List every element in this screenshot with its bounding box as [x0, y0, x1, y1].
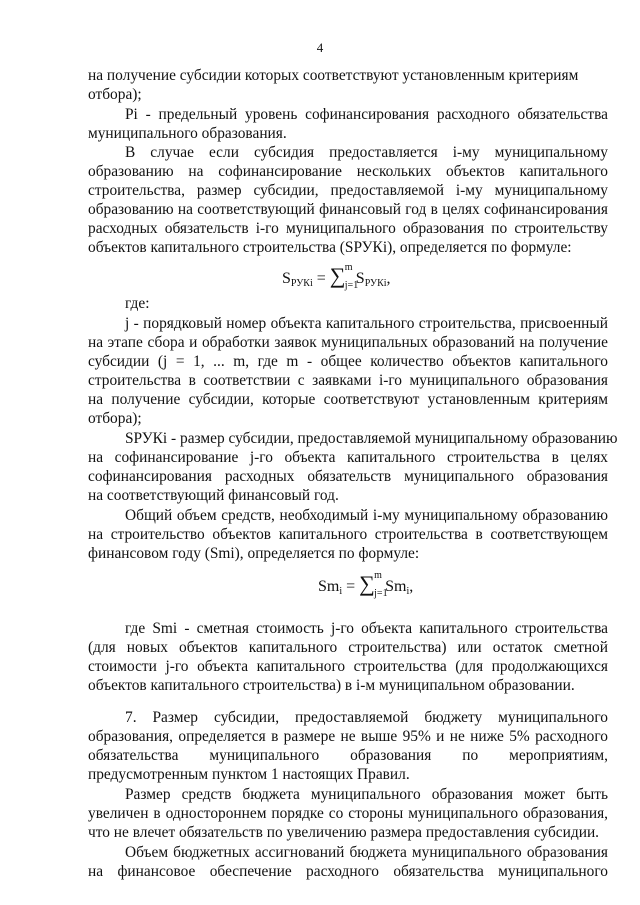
text-line: SРУКi - размер субсидии, предоставляемой муниципальному образованию	[125, 430, 618, 447]
text-line: увеличен в одностороннем порядке со стороны муниципального образования,	[88, 805, 608, 822]
text-line: строительства в соответствии с заявками i-го муниципального образования	[88, 372, 608, 389]
text-line: (для новых объектов капитального строительства) или остаток сметной	[88, 639, 608, 656]
text-line: Общий объем средств, необходимый i-му муниципальному образованию	[125, 507, 608, 524]
text-line: отбора);	[88, 86, 142, 103]
text-line: строительства, размер субсидии, предоставляемой i-му муниципальному	[88, 182, 608, 199]
text-line: финансовом году (Smi), определяется по формуле:	[88, 545, 420, 562]
text-line: отбора);	[88, 410, 142, 427]
text-line: образования, определяется в размере не выше 95% и не ниже 5% расходного	[88, 728, 608, 745]
text-line: В случае если субсидия предоставляется i-му муниципальному	[125, 144, 608, 161]
text-line: стоимости j-го объекта капитального строительства (для продолжающихся	[88, 658, 608, 675]
text-line: образованию на софинансирование нескольких объектов капитального	[88, 163, 608, 180]
text-line: на этапе сбора и обработки заявок муниципальных образований на получение	[88, 334, 608, 351]
text-line: на строительство объектов капитального строительства в соответствующем	[88, 526, 608, 543]
text-line: объектов капитального строительства) в i-м муниципальном образовании.	[88, 677, 575, 694]
text-line: обязательства муниципального образования по мероприятиям,	[88, 747, 608, 764]
page-number: 4	[316, 40, 324, 55]
text-line: 7. Размер субсидии, предоставляемой бюджету муниципального	[125, 709, 608, 726]
text-line: Размер средств бюджета муниципального образования может быть	[125, 786, 608, 803]
text-line: на соответствующий финансовый год.	[88, 487, 339, 504]
text-line: на получение субсидии, которые соответствуют установленным критериям	[88, 391, 608, 408]
sum-symbol: ∑ m j=1	[329, 262, 359, 291]
text-line: что не влечет обязательств по увеличению размера предоставления субсидии.	[88, 824, 600, 841]
text-line: муниципального образования.	[88, 125, 287, 142]
text-line: где:	[125, 295, 150, 312]
text-line: субсидии (j = 1, ... m, где m - общее количество объектов капитального	[88, 353, 608, 370]
formula-s-ruk: $S_{РУКi}$ = ∑ m j=1 $S_{РУКi}$,	[282, 262, 391, 291]
text-line: где Smi - сметная стоимость j-го объекта капитального строительства	[125, 620, 608, 637]
text-line: объектов капитального строительства (SРУКi), определяется по формуле:	[88, 239, 572, 256]
text-line: образованию на соответствующий финансовый год в целях софинансирования	[88, 201, 608, 218]
formula-sm: $Sm_i$ = ∑ m j=1 $Sm_i$,	[318, 570, 414, 599]
text-line: на получение субсидии которых соответствуют установленным критериям	[88, 67, 579, 84]
text-line: на софинансирование j-го объекта капитального строительства в целях	[88, 449, 608, 466]
sum-symbol: ∑ m j=1	[359, 570, 388, 599]
text-line: Объем бюджетных ассигнований бюджета муниципального образования	[125, 844, 608, 861]
text-line: Pi - предельный уровень софинансирования расходного обязательства	[125, 106, 608, 123]
text-line: расходных обязательств i-го муниципального образования по строительству	[88, 220, 608, 237]
text-line: на финансовое обеспечение расходного обязательства муниципального	[88, 863, 608, 880]
text-line: предусмотренным пунктом 1 настоящих Правил.	[88, 766, 410, 783]
text-line: j - порядковый номер объекта капитального строительства, присвоенный	[125, 315, 608, 332]
text-line: софинансирования расходных обязательств муниципального образования	[88, 468, 608, 485]
